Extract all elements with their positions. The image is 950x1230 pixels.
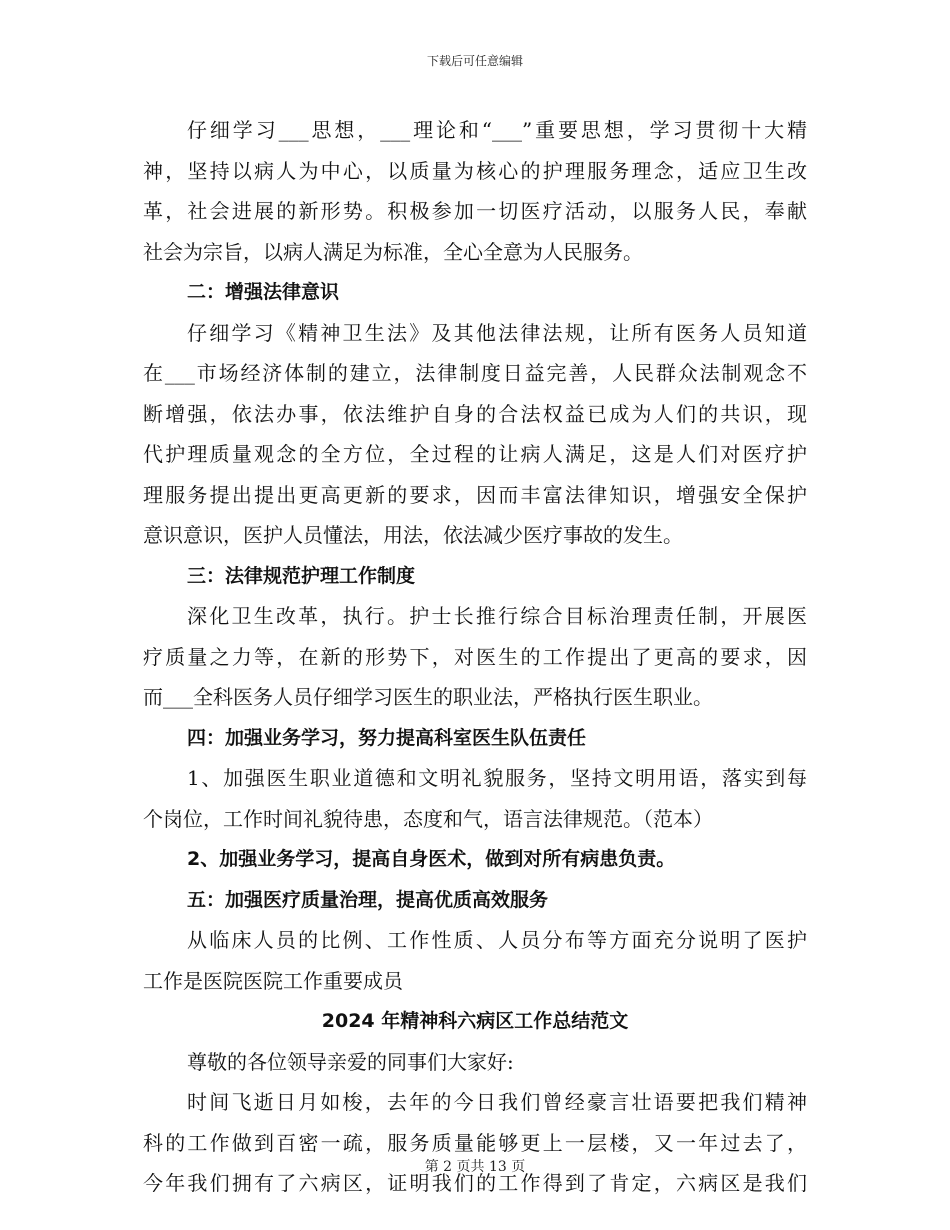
paragraph-line: 深化卫生改革，执行。护士长推行综合目标治理责任制，开展医 bbox=[187, 604, 807, 628]
section-heading: 三：法律规范护理工作制度 bbox=[187, 564, 416, 587]
paragraph-line: 神，坚持以病人为中心，以质量为核心的护理服务理念，适应卫生改 bbox=[143, 158, 807, 183]
paragraph-line: 社会为宗旨，以病人满足为标准，全心全意为人民服务。 bbox=[143, 239, 643, 264]
section-heading: 2、加强业务学习，提高自身医术，做到对所有病患负责。 bbox=[187, 848, 676, 870]
paragraph-line: 理服务提出提出更高更新的要求，因而丰富法律知识，增强安全保护 bbox=[143, 482, 807, 507]
paragraph-line: 革，社会进展的新形势。积极参加一切医疗活动，以服务人民，奉献 bbox=[143, 199, 807, 223]
paragraph-line: 在___市场经济体制的建立，法律制度日益完善，人民群众法制观念不 bbox=[143, 361, 807, 385]
paragraph-line: 个岗位，工作时间礼貌待患，态度和气，语言法律规范。（范本） bbox=[143, 806, 713, 831]
page-footer: 第 2 页共 13 页 bbox=[424, 1159, 526, 1175]
document-title: 2024 年精神科六病区工作总结范文 bbox=[321, 1010, 629, 1032]
paragraph-line: 尊敬的各位领导亲爱的同事们大家好: bbox=[187, 1049, 514, 1074]
paragraph-line: 断增强，依法办事，依法维护自身的合法权益已成为人们的共识，现 bbox=[143, 401, 807, 426]
paragraph-line: 意识意识，医护人员懂法，用法，依法减少医疗事故的发生。 bbox=[143, 523, 683, 547]
paragraph-line: 从临床人员的比例、工作性质、人员分布等方面充分说明了医护 bbox=[187, 928, 807, 952]
paragraph-line: 时间飞逝日月如梭，去年的今日我们曾经豪言壮语要把我们精神 bbox=[187, 1090, 807, 1114]
paragraph-line: 1、加强医生职业道德和文明礼貌服务，坚持文明用语，落实到每 bbox=[187, 766, 807, 790]
paragraph-line: 今年我们拥有了六病区，证明我们的工作得到了肯定，六病区是我们 bbox=[143, 1171, 807, 1195]
document-body bbox=[143, 110, 807, 1204]
paragraph-line: 工作是医院医院工作重要成员 bbox=[143, 968, 403, 993]
paragraph-line: 科的工作做到百密一疏，服务质量能够更上一层楼，又一年过去了， bbox=[143, 1130, 807, 1155]
paragraph-line: 仔细学习《精神卫生法》及其他法律法规，让所有医务人员知道 bbox=[187, 320, 807, 345]
page-header: 下载后可任意编辑 bbox=[426, 54, 523, 68]
paragraph-line: 疗质量之力等，在新的形势下，对医生的工作提出了更高的要求，因 bbox=[143, 644, 807, 669]
section-heading: 二：增强法律意识 bbox=[187, 281, 340, 303]
paragraph-line: 代护理质量观念的全方位，全过程的让病人满足，这是人们对医疗护 bbox=[143, 442, 807, 466]
paragraph-line: 仔细学习___思想，___理论和“___”重要思想，学习贯彻十大精 bbox=[187, 118, 807, 142]
paragraph-line: 而___全科医务人员仔细学习医生的职业法，严格执行医生职业。 bbox=[143, 685, 713, 709]
section-heading: 五：加强医疗质量治理，提高优质高效服务 bbox=[187, 888, 549, 911]
section-heading: 四：加强业务学习，努力提高科室医生队伍责任 bbox=[187, 726, 587, 749]
